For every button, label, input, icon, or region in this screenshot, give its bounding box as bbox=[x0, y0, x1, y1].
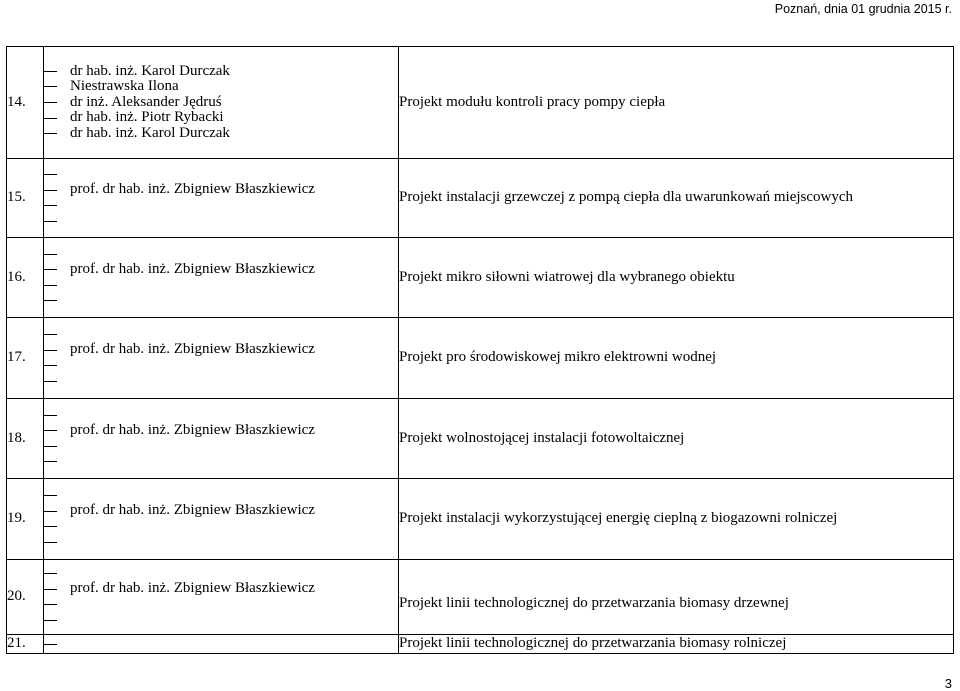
table-row bbox=[7, 47, 954, 159]
staff-line bbox=[44, 358, 398, 374]
row-number: 21. bbox=[7, 635, 44, 654]
list-dash bbox=[44, 133, 57, 134]
staff-line bbox=[44, 278, 398, 294]
project-topic: Projekt wolnostojącej instalacji fotowoltaicznej bbox=[399, 399, 954, 479]
project-topic: Projekt mikro siłowni wiatrowej dla wybranego obiektu bbox=[399, 238, 954, 318]
staff-line bbox=[44, 454, 398, 470]
project-topic: Projekt instalacji grzewczej z pompą ciepła dla uwarunkowań miejscowych bbox=[399, 159, 954, 238]
header-date: Poznań, dnia 01 grudnia 2015 r. bbox=[774, 2, 952, 16]
list-dash bbox=[44, 644, 57, 645]
list-dash bbox=[44, 430, 57, 431]
staff-name: dr hab. inż. Karol Durczak bbox=[70, 124, 230, 141]
list-dash bbox=[44, 573, 57, 574]
staff-cell bbox=[44, 560, 399, 635]
list-dash bbox=[44, 604, 57, 605]
staff-name: Niestrawska Ilona bbox=[70, 78, 179, 95]
project-topic: Projekt linii technologicznej do przetwarzania biomasy rolniczej bbox=[399, 635, 954, 654]
list-dash bbox=[44, 589, 57, 590]
table-row bbox=[7, 560, 954, 635]
list-dash bbox=[44, 86, 57, 87]
staff-name: prof. dr hab. inż. Zbigniew Błaszkiewicz bbox=[70, 260, 315, 277]
staff-name: prof. dr hab. inż. Zbigniew Błaszkiewicz bbox=[70, 580, 315, 597]
table-row bbox=[7, 635, 954, 654]
row-number: 15. bbox=[7, 159, 44, 238]
staff-name: dr hab. inż. Piotr Rybacki bbox=[70, 109, 224, 126]
list-dash bbox=[44, 269, 57, 270]
staff-line bbox=[44, 293, 398, 309]
staff-name: dr inż. Aleksander Jędruś bbox=[70, 93, 222, 110]
staff-line bbox=[44, 581, 398, 597]
list-dash bbox=[44, 205, 57, 206]
staff-line bbox=[44, 597, 398, 613]
staff-line bbox=[44, 262, 398, 278]
project-topic: Projekt pro środowiskowej mikro elektrowni wodnej bbox=[399, 318, 954, 399]
list-dash bbox=[44, 381, 57, 382]
table-row bbox=[7, 159, 954, 238]
row-number: 17. bbox=[7, 318, 44, 399]
staff-name: prof. dr hab. inż. Zbigniew Błaszkiewicz bbox=[70, 181, 315, 198]
row-number: 19. bbox=[7, 479, 44, 560]
projects-table bbox=[6, 46, 954, 654]
list-dash bbox=[44, 620, 57, 621]
list-dash bbox=[44, 542, 57, 543]
staff-line bbox=[44, 182, 398, 198]
staff-line bbox=[44, 407, 398, 423]
list-dash bbox=[44, 190, 57, 191]
staff-line bbox=[44, 246, 398, 262]
staff-line bbox=[44, 327, 398, 343]
staff-line bbox=[44, 95, 398, 111]
staff-line bbox=[44, 439, 398, 455]
table-row bbox=[7, 238, 954, 318]
list-dash bbox=[44, 446, 57, 447]
row-number: 16. bbox=[7, 238, 44, 318]
row-number: 14. bbox=[7, 47, 44, 159]
row-number: 18. bbox=[7, 399, 44, 479]
list-dash bbox=[44, 365, 57, 366]
staff-name: dr hab. inż. Karol Durczak bbox=[70, 62, 230, 79]
staff-line bbox=[44, 503, 398, 519]
list-dash bbox=[44, 461, 57, 462]
staff-line bbox=[44, 167, 398, 183]
staff-line bbox=[44, 488, 398, 504]
list-dash bbox=[44, 71, 57, 72]
staff-cell bbox=[44, 159, 399, 238]
staff-name: prof. dr hab. inż. Zbigniew Błaszkiewicz bbox=[70, 421, 315, 438]
list-dash bbox=[44, 526, 57, 527]
staff-line bbox=[44, 110, 398, 126]
staff-cell bbox=[44, 47, 399, 159]
staff-line bbox=[44, 198, 398, 214]
project-topic: Projekt linii technologicznej do przetwarzania biomasy drzewnej bbox=[399, 560, 954, 635]
table-row bbox=[7, 318, 954, 399]
staff-line bbox=[44, 535, 398, 551]
staff-cell bbox=[44, 318, 399, 399]
list-dash bbox=[44, 350, 57, 351]
list-dash bbox=[44, 415, 57, 416]
staff-line bbox=[44, 636, 398, 652]
list-dash bbox=[44, 285, 57, 286]
page-number: 3 bbox=[944, 676, 952, 691]
list-dash bbox=[44, 174, 57, 175]
staff-line bbox=[44, 342, 398, 358]
list-dash bbox=[44, 300, 57, 301]
row-number: 20. bbox=[7, 560, 44, 635]
list-dash bbox=[44, 254, 57, 255]
list-dash bbox=[44, 334, 57, 335]
staff-line bbox=[44, 374, 398, 390]
staff-line bbox=[44, 214, 398, 230]
project-topic: Projekt modułu kontroli pracy pompy ciepła bbox=[399, 47, 954, 159]
staff-cell bbox=[44, 479, 399, 560]
staff-line bbox=[44, 79, 398, 95]
list-dash bbox=[44, 495, 57, 496]
staff-cell bbox=[44, 399, 399, 479]
staff-line bbox=[44, 566, 398, 582]
list-dash bbox=[44, 102, 57, 103]
staff-line bbox=[44, 64, 398, 80]
staff-line bbox=[44, 126, 398, 142]
table-row bbox=[7, 479, 954, 560]
staff-line bbox=[44, 519, 398, 535]
staff-cell bbox=[44, 238, 399, 318]
staff-name: prof. dr hab. inż. Zbigniew Błaszkiewicz bbox=[70, 341, 315, 358]
list-dash bbox=[44, 511, 57, 512]
list-dash bbox=[44, 118, 57, 119]
table-row bbox=[7, 399, 954, 479]
project-topic: Projekt instalacji wykorzystującej energię cieplną z biogazowni rolniczej bbox=[399, 479, 954, 560]
staff-line bbox=[44, 613, 398, 629]
list-dash bbox=[44, 221, 57, 222]
staff-name: prof. dr hab. inż. Zbigniew Błaszkiewicz bbox=[70, 502, 315, 519]
staff-cell bbox=[44, 635, 399, 654]
staff-line bbox=[44, 423, 398, 439]
